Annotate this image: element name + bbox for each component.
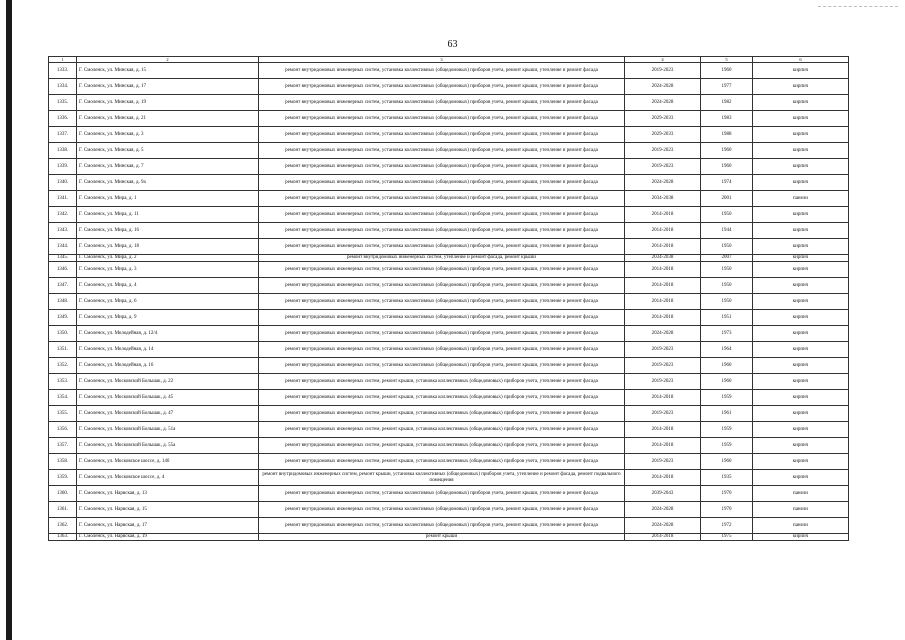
row-number: 1354. — [49, 390, 77, 406]
row-number: 1342. — [49, 207, 77, 223]
row-number: 1335. — [49, 95, 77, 111]
table-row — [49, 422, 849, 438]
row-build-year: 2007 — [701, 255, 753, 262]
row-wall-material: кирпич — [753, 326, 849, 342]
table-row — [49, 390, 849, 406]
row-period: 2014-2018 — [625, 470, 701, 486]
row-number: 1346. — [49, 262, 77, 278]
table-row — [49, 63, 849, 79]
column-header: 3 — [259, 57, 625, 63]
row-number: 1353. — [49, 374, 77, 390]
row-works: ремонт внутридомовых инженерных систем, установка коллективных (общедомовых) приборов учета, ремонт крыши, утепление и ремонт фасада — [259, 111, 625, 127]
row-build-year: 1974 — [701, 175, 753, 191]
row-number: 1343. — [49, 223, 77, 239]
column-header: 1 — [49, 57, 77, 63]
row-wall-material: кирпич — [753, 95, 849, 111]
row-period: 2014-2018 — [625, 534, 701, 541]
row-number: 1359. — [49, 470, 77, 486]
row-build-year: 1960 — [701, 143, 753, 159]
row-number: 1357. — [49, 438, 77, 454]
row-build-year: 1935 — [701, 470, 753, 486]
row-build-year: 1944 — [701, 223, 753, 239]
row-wall-material: кирпич — [753, 223, 849, 239]
row-address: Г. Смоленск, ул. Мира, д. 1 — [77, 191, 259, 207]
table-row — [49, 502, 849, 518]
row-period: 2014-2018 — [625, 390, 701, 406]
row-number: 1344. — [49, 239, 77, 255]
row-works: ремонт внутридомовых инженерных систем, установка коллективных (общедомовых) приборов учета, ремонт крыши, утепление и ремонт фасада — [259, 207, 625, 223]
table-row — [49, 159, 849, 175]
row-period: 2024-2028 — [625, 518, 701, 534]
row-build-year: 1977 — [701, 79, 753, 95]
row-works: ремонт внутридомовых инженерных систем, установка коллективных (общедомовых) приборов учета, ремонт крыши, утепление и ремонт фасада — [259, 342, 625, 358]
row-wall-material: кирпич — [753, 262, 849, 278]
row-number: 1341. — [49, 191, 77, 207]
row-number: 1339. — [49, 159, 77, 175]
row-wall-material: панели — [753, 191, 849, 207]
row-period: 2014-2018 — [625, 262, 701, 278]
row-works: ремонт внутридомовых инженерных систем, установка коллективных (общедомовых) приборов учета, ремонт крыши, утепление и ремонт фасада — [259, 310, 625, 326]
row-wall-material: кирпич — [753, 111, 849, 127]
table-row — [49, 518, 849, 534]
row-build-year: 1982 — [701, 95, 753, 111]
row-works: ремонт внутридомовых инженерных систем, установка коллективных (общедомовых) приборов учета, ремонт крыши, утепление и ремонт фасада — [259, 294, 625, 310]
table-row — [49, 406, 849, 422]
row-period: 2019-2023 — [625, 406, 701, 422]
row-number: 1345. — [49, 255, 77, 262]
row-address: Г. Смоленск, ул. Московский Большак, д. 22 — [77, 374, 259, 390]
row-wall-material: кирпич — [753, 239, 849, 255]
table-row — [49, 111, 849, 127]
row-works: ремонт внутридомовых инженерных систем, установка коллективных (общедомовых) приборов учета, ремонт крыши, утепление и ремонт фасада — [259, 486, 625, 502]
row-wall-material: кирпич — [753, 534, 849, 541]
row-address: Г. Смоленск, ул. Московский Большак, д. 51а — [77, 422, 259, 438]
row-build-year: 1950 — [701, 262, 753, 278]
row-build-year: 1964 — [701, 342, 753, 358]
scan-edge-bar — [6, 0, 12, 640]
row-works: ремонт внутридомовых инженерных систем, установка коллективных (общедомовых) приборов учета, ремонт крыши, утепление и ремонт фасада — [259, 326, 625, 342]
row-build-year: 1973 — [701, 326, 753, 342]
table-row — [49, 207, 849, 223]
row-works: ремонт внутридомовых инженерных систем, установка коллективных (общедомовых) приборов учета, ремонт крыши, утепление и ремонт фасада — [259, 278, 625, 294]
row-address: Г. Смоленск, ул. Московское шоссе, д. 4 — [77, 470, 259, 486]
row-works: ремонт внутридомовых инженерных систем, ремонт крыши, установка коллективных (общедомовых) приборов учета, утепление и ремонт фасада — [259, 390, 625, 406]
row-build-year: 1950 — [701, 239, 753, 255]
row-address: Г. Смоленск, ул. Мира, д. 18 — [77, 239, 259, 255]
row-number: 1360. — [49, 486, 77, 502]
row-period: 2034-2038 — [625, 191, 701, 207]
row-wall-material: кирпич — [753, 255, 849, 262]
row-build-year: 1960 — [701, 454, 753, 470]
row-period: 2029-2033 — [625, 111, 701, 127]
row-period: 2024-2028 — [625, 175, 701, 191]
row-works: ремонт внутридомовых инженерных систем, ремонт крыши, установка коллективных (общедомовых) приборов учета, утепление и ремонт фасада — [259, 438, 625, 454]
table-row — [49, 239, 849, 255]
row-address: Г. Смоленск, ул. Мира, д. 4 — [77, 278, 259, 294]
row-number: 1356. — [49, 422, 77, 438]
row-address: Г. Смоленск, ул. Минская, д. 5 — [77, 143, 259, 159]
row-build-year: 1951 — [701, 310, 753, 326]
row-build-year: 1970 — [701, 486, 753, 502]
row-works: ремонт внутридомовых инженерных систем, ремонт крыши, установка коллективных (общедомовых) приборов учета, утепление и ремонт фасада, ремонт подвального помещения — [259, 470, 625, 486]
row-works: ремонт внутридомовых инженерных систем, установка коллективных (общедомовых) приборов учета, ремонт крыши, утепление и ремонт фасада — [259, 175, 625, 191]
row-wall-material: кирпич — [753, 374, 849, 390]
row-wall-material: кирпич — [753, 358, 849, 374]
row-wall-material: кирпич — [753, 127, 849, 143]
row-works: ремонт крыши — [259, 534, 625, 541]
row-address: Г. Смоленск, ул. Нарвская, д. 17 — [77, 518, 259, 534]
row-works: ремонт внутридомовых инженерных систем, установка коллективных (общедомовых) приборов учета, ремонт крыши, утепление и ремонт фасада — [259, 127, 625, 143]
row-works: ремонт внутридомовых инженерных систем, ремонт крыши, установка коллективных (общедомовых) приборов учета, утепление и ремонт фасада — [259, 374, 625, 390]
row-period: 2014-2018 — [625, 223, 701, 239]
row-address: Г. Смоленск, ул. Минская, д. 19 — [77, 95, 259, 111]
row-period: 2014-2018 — [625, 278, 701, 294]
row-wall-material: кирпич — [753, 422, 849, 438]
column-header: 5 — [701, 57, 753, 63]
table-row — [49, 342, 849, 358]
table-row — [49, 534, 849, 541]
row-period: 2014-2018 — [625, 422, 701, 438]
row-works: ремонт внутридомовых инженерных систем, установка коллективных (общедомовых) приборов учета, ремонт крыши, утепление и ремонт фасада — [259, 239, 625, 255]
table-row — [49, 438, 849, 454]
row-build-year: 1959 — [701, 438, 753, 454]
row-number: 1361. — [49, 502, 77, 518]
table-row — [49, 278, 849, 294]
row-address: Г. Смоленск, ул. Московский Большак, д. 45 — [77, 390, 259, 406]
table-row — [49, 294, 849, 310]
row-build-year: 1975 — [701, 534, 753, 541]
row-number: 1358. — [49, 454, 77, 470]
row-period: 2024-2028 — [625, 502, 701, 518]
row-works: ремонт внутридомовых инженерных систем, установка коллективных (общедомовых) приборов учета, ремонт крыши, утепление и ремонт фасада — [259, 223, 625, 239]
row-works: ремонт внутридомовых инженерных систем, утепление и ремонт фасада, ремонт крыши — [259, 255, 625, 262]
row-period: 2014-2018 — [625, 310, 701, 326]
row-works: ремонт внутридомовых инженерных систем, установка коллективных (общедомовых) приборов учета, ремонт крыши, утепление и ремонт фасада — [259, 358, 625, 374]
row-number: 1336. — [49, 111, 77, 127]
row-number: 1347. — [49, 278, 77, 294]
table-row — [49, 262, 849, 278]
column-header: 6 — [753, 57, 849, 63]
row-build-year: 1960 — [701, 159, 753, 175]
row-build-year: 1950 — [701, 207, 753, 223]
row-number: 1334. — [49, 79, 77, 95]
row-period: 2019-2023 — [625, 374, 701, 390]
row-period: 2014-2018 — [625, 239, 701, 255]
row-wall-material: кирпич — [753, 470, 849, 486]
row-works: ремонт внутридомовых инженерных систем, установка коллективных (общедомовых) приборов учета, ремонт крыши, утепление и ремонт фасада — [259, 95, 625, 111]
page-number: 63 — [447, 39, 458, 50]
row-number: 1362. — [49, 518, 77, 534]
scan-corner-mark — [818, 6, 898, 8]
row-period: 2019-2023 — [625, 342, 701, 358]
row-period: 2019-2023 — [625, 63, 701, 79]
row-period: 2024-2028 — [625, 326, 701, 342]
row-number: 1338. — [49, 143, 77, 159]
row-address: Г. Смоленск, ул. Молодейная, д. 14 — [77, 342, 259, 358]
row-address: Г. Смоленск, ул. Мира, д. 3 — [77, 262, 259, 278]
row-address: Г. Смоленск, ул. Нарвская, д. 19 — [77, 534, 259, 541]
row-number: 1349. — [49, 310, 77, 326]
table-row — [49, 127, 849, 143]
row-build-year: 1960 — [701, 358, 753, 374]
row-number: 1355. — [49, 406, 77, 422]
table-row — [49, 470, 849, 486]
row-wall-material: кирпич — [753, 143, 849, 159]
row-wall-material: кирпич — [753, 342, 849, 358]
row-address: Г. Смоленск, ул. Московский Большак, д. 47 — [77, 406, 259, 422]
row-wall-material: кирпич — [753, 454, 849, 470]
row-wall-material: кирпич — [753, 390, 849, 406]
row-number: 1348. — [49, 294, 77, 310]
row-address: Г. Смоленск, ул. Нарвская, д. 13 — [77, 486, 259, 502]
row-address: Г. Смоленск, ул. Минская, д. 9а — [77, 175, 259, 191]
row-address: Г. Смоленск, ул. Молодейная, д. 12/4 — [77, 326, 259, 342]
row-address: Г. Смоленск, ул. Мира, д. 9 — [77, 310, 259, 326]
row-period: 2024-2028 — [625, 79, 701, 95]
row-number: 1351. — [49, 342, 77, 358]
table-row — [49, 143, 849, 159]
row-works: ремонт внутридомовых инженерных систем, установка коллективных (общедомовых) приборов учета, ремонт крыши, утепление и ремонт фасада — [259, 262, 625, 278]
row-build-year: 1950 — [701, 294, 753, 310]
table-row — [49, 95, 849, 111]
row-number: 1340. — [49, 175, 77, 191]
row-wall-material: кирпич — [753, 294, 849, 310]
row-period: 2029-2033 — [625, 127, 701, 143]
row-works: ремонт внутридомовых инженерных систем, ремонт крыши, установка коллективных (общедомовых) приборов учета, утепление и ремонт фасада — [259, 406, 625, 422]
row-period: 2014-2018 — [625, 207, 701, 223]
row-works: ремонт внутридомовых инженерных систем, установка коллективных (общедомовых) приборов учета, ремонт крыши, утепление и ремонт фасада — [259, 518, 625, 534]
row-number: 1333. — [49, 63, 77, 79]
table-row — [49, 310, 849, 326]
row-number: 1363. — [49, 534, 77, 541]
row-wall-material: кирпич — [753, 207, 849, 223]
row-wall-material: кирпич — [753, 438, 849, 454]
row-address: Г. Смоленск, ул. Мира, д. 2 — [77, 255, 259, 262]
row-wall-material: кирпич — [753, 310, 849, 326]
row-period: 2019-2023 — [625, 159, 701, 175]
row-address: Г. Смоленск, ул. Нарвская, д. 15 — [77, 502, 259, 518]
table-row — [49, 374, 849, 390]
column-header: 2 — [77, 57, 259, 63]
row-address: Г. Смоленск, ул. Минская, д. 3 — [77, 127, 259, 143]
housing-register-table — [48, 56, 849, 541]
row-address: Г. Смоленск, ул. Минская, д. 17 — [77, 79, 259, 95]
table-row — [49, 175, 849, 191]
row-wall-material: кирпич — [753, 278, 849, 294]
row-build-year: 1988 — [701, 127, 753, 143]
row-build-year: 1960 — [701, 63, 753, 79]
row-build-year: 2001 — [701, 191, 753, 207]
table-row — [49, 79, 849, 95]
row-address: Г. Смоленск, ул. Минская, д. 21 — [77, 111, 259, 127]
row-number: 1352. — [49, 358, 77, 374]
row-address: Г. Смоленск, ул. Мира, д. 16 — [77, 223, 259, 239]
row-address: Г. Смоленск, ул. Мира, д. 11 — [77, 207, 259, 223]
row-address: Г. Смоленск, ул. Московское шоссе, д. 140 — [77, 454, 259, 470]
row-address: Г. Смоленск, ул. Московский Большак, д. 55а — [77, 438, 259, 454]
row-period: 2019-2023 — [625, 358, 701, 374]
table-row — [49, 486, 849, 502]
row-build-year: 1961 — [701, 406, 753, 422]
row-works: ремонт внутридомовых инженерных систем, установка коллективных (общедомовых) приборов учета, ремонт крыши, утепление и ремонт фасада — [259, 502, 625, 518]
row-wall-material: кирпич — [753, 63, 849, 79]
row-works: ремонт внутридомовых инженерных систем, установка коллективных (общедомовых) приборов учета, ремонт крыши, утепление и ремонт фасада — [259, 79, 625, 95]
row-build-year: 1959 — [701, 422, 753, 438]
table-row — [49, 358, 849, 374]
row-period: 2014-2018 — [625, 294, 701, 310]
row-works: ремонт внутридомовых инженерных систем, установка коллективных (общедомовых) приборов учета, ремонт крыши, утепление и ремонт фасада — [259, 143, 625, 159]
column-header: 4 — [625, 57, 701, 63]
row-wall-material: кирпич — [753, 175, 849, 191]
row-works: ремонт внутридомовых инженерных систем, установка коллективных (общедомовых) приборов учета, ремонт крыши, утепление и ремонт фасада — [259, 63, 625, 79]
row-build-year: 1960 — [701, 374, 753, 390]
row-wall-material: панели — [753, 518, 849, 534]
row-build-year: 1972 — [701, 518, 753, 534]
row-number: 1350. — [49, 326, 77, 342]
row-period: 2019-2023 — [625, 454, 701, 470]
row-period: 2039-2043 — [625, 486, 701, 502]
row-address: Г. Смоленск, ул. Мира, д. 6 — [77, 294, 259, 310]
row-wall-material: кирпич — [753, 406, 849, 422]
row-works: ремонт внутридомовых инженерных систем, установка коллективных (общедомовых) приборов учета, ремонт крыши, утепление и ремонт фасада — [259, 191, 625, 207]
table-row — [49, 255, 849, 262]
row-works: ремонт внутридомовых инженерных систем, ремонт крыши, установка коллективных (общедомовых) приборов учета, утепление и ремонт фасада — [259, 422, 625, 438]
row-period: 2019-2023 — [625, 143, 701, 159]
row-build-year: 1959 — [701, 390, 753, 406]
table-row — [49, 223, 849, 239]
row-build-year: 1950 — [701, 278, 753, 294]
row-wall-material: панели — [753, 486, 849, 502]
row-period: 2024-2028 — [625, 95, 701, 111]
row-address: Г. Смоленск, ул. Минская, д. 7 — [77, 159, 259, 175]
row-period: 2014-2018 — [625, 438, 701, 454]
row-number: 1337. — [49, 127, 77, 143]
row-period: 2034-2038 — [625, 255, 701, 262]
table-row — [49, 191, 849, 207]
table-row — [49, 326, 849, 342]
row-address: Г. Смоленск, ул. Молодейная, д. 16 — [77, 358, 259, 374]
row-address: Г. Смоленск, ул. Минская, д. 15 — [77, 63, 259, 79]
table-row — [49, 454, 849, 470]
row-works: ремонт внутридомовых инженерных систем, ремонт крыши, установка коллективных (общедомовых) приборов учета, утепление и ремонт фасада — [259, 454, 625, 470]
row-wall-material: кирпич — [753, 79, 849, 95]
row-build-year: 1983 — [701, 111, 753, 127]
row-wall-material: кирпич — [753, 159, 849, 175]
row-works: ремонт внутридомовых инженерных систем, установка коллективных (общедомовых) приборов учета, ремонт крыши, утепление и ремонт фасада — [259, 159, 625, 175]
row-wall-material: панели — [753, 502, 849, 518]
row-build-year: 1970 — [701, 502, 753, 518]
